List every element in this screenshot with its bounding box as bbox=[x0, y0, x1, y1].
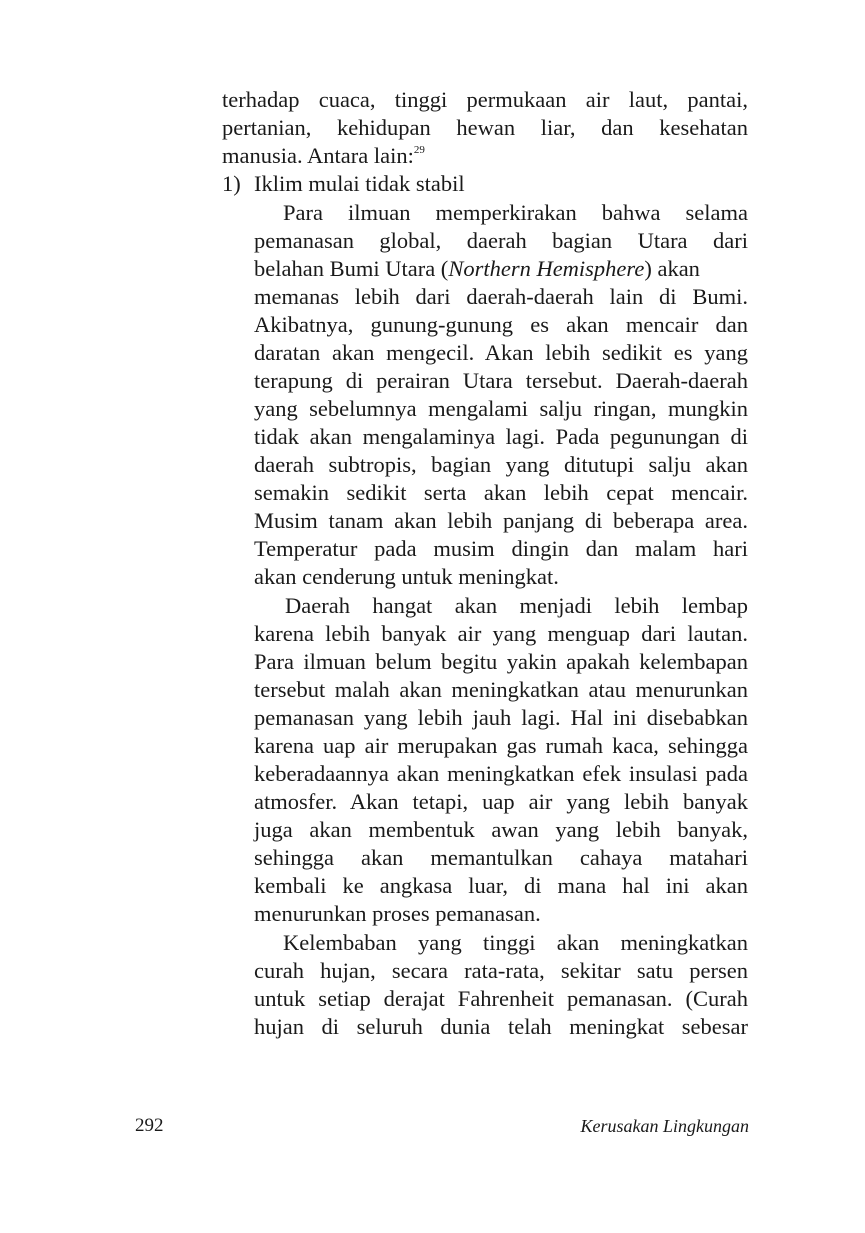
paragraph-line: curah hujan, secara rata-rata, sekitar satu persen bbox=[254, 958, 748, 983]
paragraph-line: Temperatur pada musim dingin dan malam hari bbox=[254, 536, 748, 561]
paragraph-line: karena uap air merupakan gas rumah kaca, sehingga bbox=[254, 733, 748, 758]
paragraph-text: belahan Bumi Utara ( bbox=[254, 256, 449, 281]
paragraph-line: untuk setiap derajat Fahrenheit pemanasan. (Curah bbox=[254, 986, 748, 1011]
paragraph-line: karena lebih banyak air yang menguap dari lautan. bbox=[254, 621, 748, 646]
paragraph-line: yang sebelumnya mengalami salju ringan, mungkin bbox=[254, 396, 748, 421]
list-number: 1) bbox=[222, 171, 241, 196]
paragraph-line: menurunkan proses pemanasan. bbox=[254, 901, 541, 926]
page-number: 292 bbox=[135, 1115, 164, 1136]
paragraph-line: tidak akan mengalaminya lagi. Pada pegunungan di bbox=[254, 424, 748, 449]
paragraph-line: hujan di seluruh dunia telah meningkat sebesar bbox=[254, 1014, 748, 1039]
paragraph-line: keberadaannya akan meningkatkan efek insulasi pada bbox=[254, 761, 748, 786]
paragraph-line: daratan akan mengecil. Akan lebih sedikit es yang bbox=[254, 340, 748, 365]
list-item bbox=[222, 170, 465, 198]
paragraph-line: semakin sedikit serta akan lebih cepat mencair. bbox=[254, 480, 748, 505]
paragraph-line: Kelembaban yang tinggi akan meningkatkan bbox=[283, 930, 748, 955]
running-title: Kerusakan Lingkungan bbox=[580, 1116, 749, 1136]
list-title: Iklim mulai tidak stabil bbox=[254, 171, 465, 196]
paragraph-line: sehingga akan memantulkan cahaya matahari bbox=[254, 845, 748, 870]
paragraph-line: Akibatnya, gunung-gunung es akan mencair dan bbox=[254, 312, 748, 337]
intro-line: pertanian, kehidupan hewan liar, dan kesehatan bbox=[222, 115, 748, 140]
intro-text: manusia. Antara lain: bbox=[222, 143, 414, 168]
paragraph-line: Para ilmuan belum begitu yakin apakah kelembapan bbox=[254, 649, 748, 674]
paragraph-line: memanas lebih dari daerah-daerah lain di Bumi. bbox=[254, 284, 748, 309]
paragraph-line: daerah subtropis, bagian yang ditutupi salju akan bbox=[254, 452, 748, 477]
paragraph-line: Para ilmuan memperkirakan bahwa selama bbox=[283, 200, 748, 225]
paragraph-line bbox=[254, 255, 748, 283]
paragraph-line: tersebut malah akan meningkatkan atau menurunkan bbox=[254, 677, 748, 702]
paragraph-line: terapung di perairan Utara tersebut. Daerah-daerah bbox=[254, 368, 748, 393]
footnote-ref: 29 bbox=[413, 144, 425, 156]
paragraph-line: pemanasan global, daerah bagian Utara dari bbox=[254, 228, 748, 253]
intro-line: terhadap cuaca, tinggi permukaan air laut, pantai, bbox=[222, 87, 748, 112]
paragraph-line: Daerah hangat akan menjadi lebih lembap bbox=[285, 593, 748, 618]
paragraph-line: akan cenderung untuk meningkat. bbox=[254, 564, 559, 589]
paragraph-line: pemanasan yang lebih jauh lagi. Hal ini disebabkan bbox=[254, 705, 748, 730]
italic-term: Northern Hemisphere bbox=[448, 256, 645, 281]
paragraph-line: Musim tanam akan lebih panjang di beberapa area. bbox=[254, 508, 748, 533]
paragraph-line: kembali ke angkasa luar, di mana hal ini akan bbox=[254, 873, 748, 898]
paragraph-line: atmosfer. Akan tetapi, uap air yang lebih banyak bbox=[254, 789, 748, 814]
paragraph-line: juga akan membentuk awan yang lebih banyak, bbox=[254, 817, 748, 842]
intro-line bbox=[222, 142, 748, 170]
paragraph-text: ) akan bbox=[644, 256, 700, 281]
